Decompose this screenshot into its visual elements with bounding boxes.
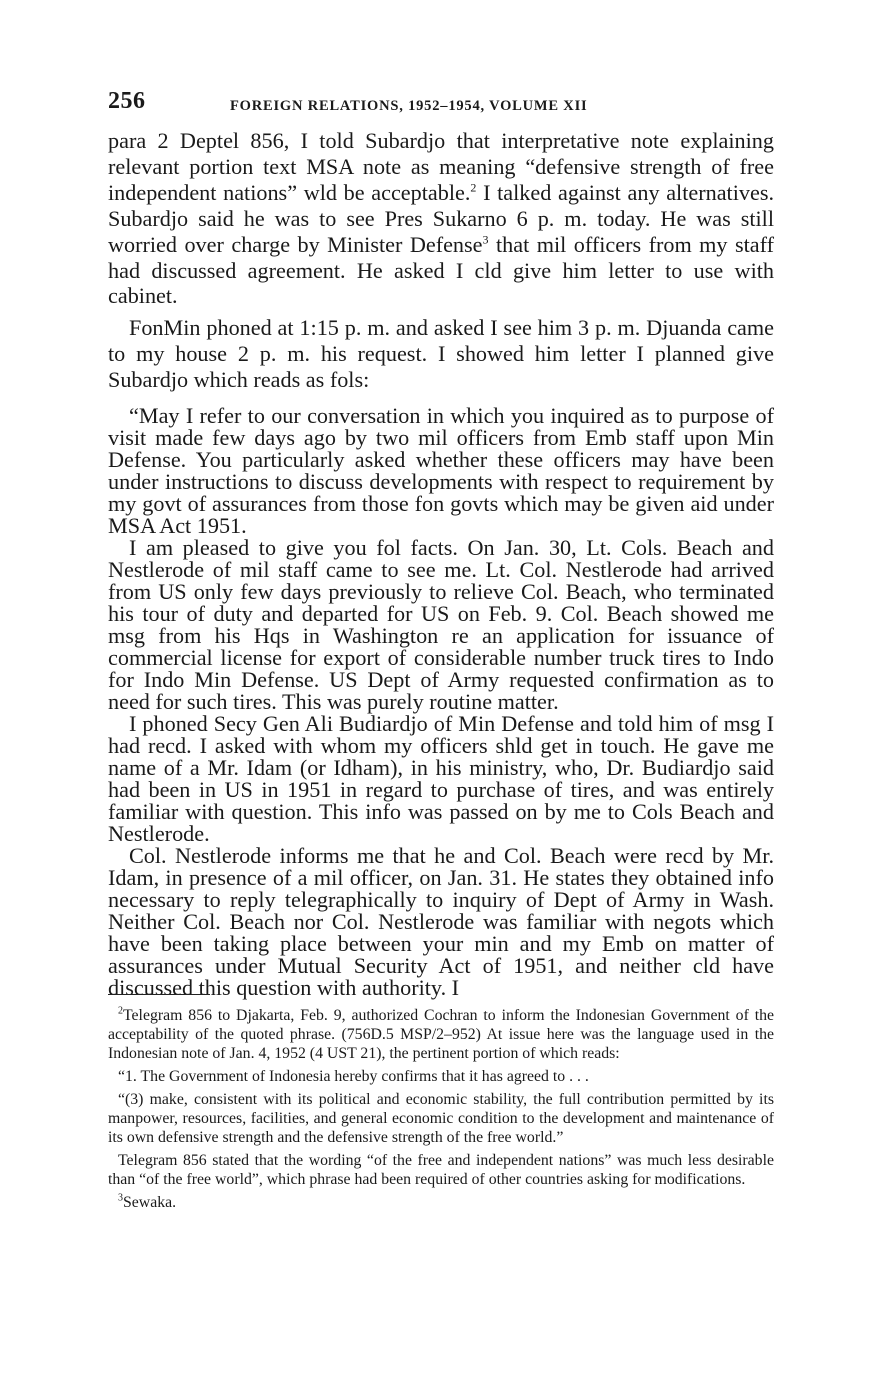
footnote-ref-2: 2 <box>470 180 477 195</box>
quote-paragraph-2: I am pleased to give you fol facts. On Jan. 30, Lt. Cols. Beach and Nestlerode of mil staff came to see me. Lt. Col. Nestlerode had arrived from US only few days previously to relieve Col. Beach, who terminated his tour of duty and departed for US on Feb. 9. Col. Beach showed me msg from his Hqs in Washington re an application for issuance of commercial license for export of considerable number truck tires to Indo for Indo Min Defense. US Dept of Army requested confirmation as to need for such tires. This was purely routine matter. <box>108 535 774 715</box>
footnote-2-quote-1: “1. The Government of Indonesia hereby confirms that it has agreed to . . . <box>118 1068 589 1085</box>
footnote-ref-3: 3 <box>482 232 489 247</box>
footnote-2 <box>108 1006 774 1063</box>
quote-paragraph-3: I phoned Secy Gen Ali Budiardjo of Min Defense and told him of msg I had recd. I asked with whom my officers shld get in touch. He gave me name of a Mr. Idam (or Idham), in his ministry, who, Dr. Budiardjo said had been in US in 1951 in regard to purchase of tires, and was entirely familiar with question. This info was passed on by me to Cols Beach and Nestlerode. <box>108 711 774 847</box>
quote-paragraph-1: “May I refer to our conversation in which you inquired as to purpose of visit made few days ago by two mil officers from Emb staff upon Min Defense. You particularly asked whether these officers may have been under instructions to discuss developments with respect to requirement by my govt of assurances from those fon govts which may be given aid under MSA Act 1951. <box>108 403 774 539</box>
running-head <box>108 88 774 128</box>
running-title: FOREIGN RELATIONS, 1952–1954, VOLUME XII <box>230 98 588 114</box>
body-text <box>108 128 774 393</box>
quote-paragraph-4: Col. Nestlerode informs me that he and Col. Beach were recd by Mr. Idam, in presence of a mil officer, on Jan. 31. He states they obtained info necessary to reply telegraphically to inquiry of Dept of Army in Wash. Neither Col. Beach nor Col. Nestlerode was familiar with negots which have been taking place between your min and my Emb on matter of assurances under Mutual Security Act of 1951, and neither cld have discussed this question with authority. I <box>108 843 774 1001</box>
footnote-rule <box>108 994 210 995</box>
footnote-2-mark: 2 <box>118 1005 123 1017</box>
footnote-2-text: Telegram 856 to Djakarta, Feb. 9, authorized Cochran to inform the Indonesian Government of the acceptability of the quoted phrase. (756D.5 MSP/2–952) At issue here was the language used in the Indonesian note of Jan. 4, 1952 (4 UST 21), the pertinent portion of which reads: <box>108 1007 774 1062</box>
footnote-2-quote-2: “(3) make, consistent with its political and economic stability, the full contribution permitted by its manpower, resources, facilities, and general economic condition to the development and maintenance of its own defensive strength and the defensive strength of the free world.” <box>108 1091 774 1146</box>
document-page <box>108 88 774 1348</box>
paragraph-1-part-b: I talked against any alternatives. Subardjo said he was to see Pres Sukarno 6 p. m. today. He was still worried over charge by Minister Defense <box>108 179 775 257</box>
paragraph-1 <box>108 128 774 309</box>
page-number: 256 <box>108 88 146 114</box>
quoted-letter <box>108 405 774 999</box>
footnote-3-mark: 3 <box>118 1192 123 1204</box>
paragraph-2: FonMin phoned at 1:15 p. m. and asked I see him 3 p. m. Djuanda came to my house 2 p. m. his request. I showed him letter I planned give Subardjo which reads as fols: <box>108 315 774 393</box>
paragraph-1-part-c: that mil officers from my staff had discussed agreement. He asked I cld give him letter to use with cabinet. <box>108 231 774 309</box>
paragraph-1-part-a: para 2 Deptel 856, I told Subardjo that interpretative note explaining relevant portion text MSA note as meaning “defensive strength of free independent nations” wld be acceptable. <box>108 128 774 205</box>
footnote-3 <box>108 1193 774 1212</box>
footnote-3-text: Sewaka. <box>123 1194 177 1211</box>
footnotes <box>108 1006 774 1216</box>
footnote-2-continuation: Telegram 856 stated that the wording “of the free and independent nations” was much less desirable than “of the free world”, which phrase had been required of other countries asking for modifications. <box>108 1152 774 1188</box>
